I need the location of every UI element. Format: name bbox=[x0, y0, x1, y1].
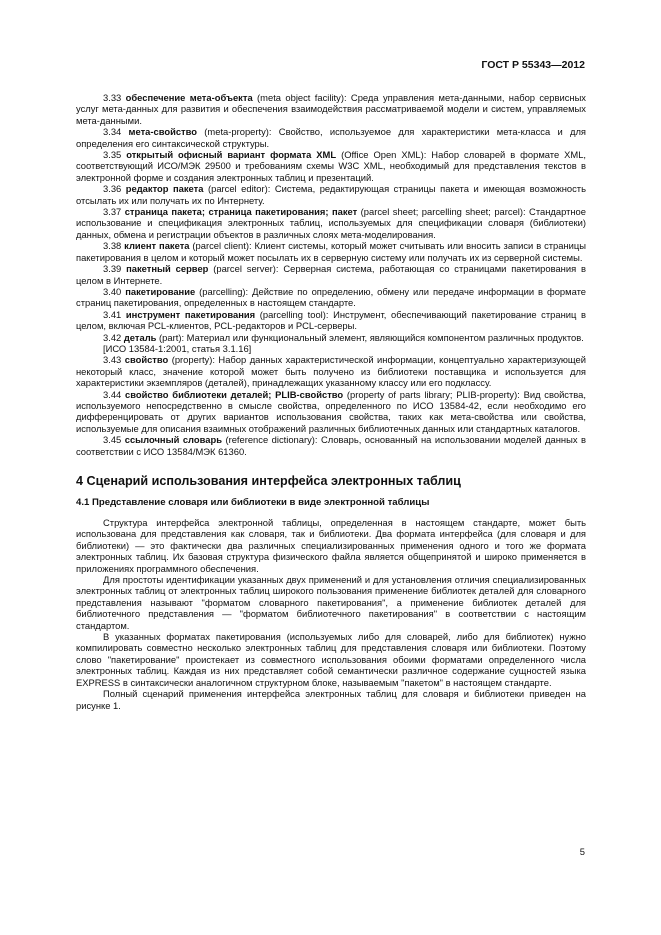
definition-entry bbox=[76, 240, 586, 263]
entry-number: 3.38 bbox=[103, 240, 122, 252]
entry-number: 3.45 bbox=[103, 434, 122, 446]
definition-entry bbox=[76, 206, 586, 240]
entry-definition: (parcel client): Клиент системы, который может считывать или вносить записи в страницы пакетирования в целом и который может посылать их в серверную систему или получать их из серверной системы. bbox=[76, 240, 587, 263]
definition-entry bbox=[76, 389, 586, 435]
entry-term: пакетирование bbox=[125, 285, 196, 297]
entry-number: 3.37 bbox=[103, 206, 122, 218]
page-content bbox=[76, 92, 586, 711]
entry-definition: (meta object facility): Среда управления мета-данными, набор сервисных услуг мета-данных для развития и обеспечения взаимодействия рассматриваемой модели и систем, управляемых мета-данными. bbox=[76, 92, 586, 126]
entry-definition: (parcel sheet; parcelling sheet; parcel): Стандартное использование и спецификация электронных таблиц, используемых для спецификации словаря (библиотеки) данных, обмена и регистрации объектов в различных слоях мета-моделирования. bbox=[76, 206, 586, 240]
body-paragraph: В указанных форматах пакетирования (используемых либо для словарей, либо для библиотек) нужно компилировать совместно несколько электронных таблиц для представления словаря или библиотеки. Поэтому слово "пакетирование" проистекает из совместного использования обоими форматами определенного числа электронных таблиц. Каждая из них представляет собой семантически различное содержание сущностей языка EXPRESS в синтаксически аналогичном структурном блоке, называемым "пакетом" в настоящем стандарте. bbox=[76, 631, 586, 688]
subsection-4-1-heading: 4.1 Представление словаря или библиотеки в виде электронной таблицы bbox=[76, 497, 430, 508]
entry-definition: (Office Open XML): Набор словарей в формате XML, соответствующий ИСО/МЭК 29500 и требованиям схемы W3C XML, необходимый для представления текстов в электронной форме и создания электронных таблиц и презентаций. bbox=[76, 149, 587, 183]
entry-term: обеспечение мета-объекта bbox=[125, 92, 253, 103]
entry-number: 3.36 bbox=[103, 183, 122, 195]
entry-term: открытый офисный вариант формата XML bbox=[126, 149, 337, 161]
entry-term: клиент пакета bbox=[124, 240, 190, 252]
definition-entry bbox=[76, 354, 586, 388]
definition-entry bbox=[76, 149, 586, 183]
definition-entry bbox=[76, 434, 586, 457]
entry-term: свойство bbox=[124, 354, 169, 366]
entry-definition: (reference dictionary): Словарь, основанный на использовании моделей данных в соответствии с ИСО 13584/МЭК 61360. bbox=[76, 434, 586, 457]
entry-number: 3.42 bbox=[103, 331, 122, 343]
entry-term: деталь bbox=[123, 331, 157, 343]
entry-definition: (property): Набор данных характеристической информации, концептуально характеризующей некоторый класс, значение которой может быть получено из библиотеки поставщика и используется для характеристики экземпляров (деталей), принадлежащих указанному классу или его подклассу. bbox=[76, 354, 586, 389]
page-number: 5 bbox=[579, 846, 585, 857]
entry-term: страница пакета; страница пакетирования; пакет bbox=[124, 206, 358, 218]
entry-number: 3.40 bbox=[103, 285, 122, 297]
definition-entry bbox=[76, 183, 586, 206]
entry-definition: (property of parts library; PLIB-property): Вид свойства, используемого непосредственно в смысле свойства, определенного по ИСО 13584-42, если необходимо его дифференцировать от других вариантов использования свойства, таких как мета-свойства или свойства, используемые для описания взаимных отображений различных библиотечных данных или стандартных каталогов. bbox=[76, 388, 586, 434]
entry-number: 3.44 bbox=[103, 388, 122, 400]
entry-definition: (parcel server): Серверная система, работающая со страницами пакетирования в целом в Интернете. bbox=[76, 263, 587, 286]
definition-entry bbox=[76, 126, 586, 149]
body-paragraph: Для простоты идентификации указанных двух применений и для установления отличия специализированных электронных таблиц от электронных таблиц широкого пользования применение библиотек деталей для словарного представления называют "форматом словарного пакетирования", а применение библиотек деталей для библиотечного представления — "форматом библиотечного пакетирования" в соответствии с настоящим стандартом. bbox=[76, 574, 586, 631]
body-paragraph: Структура интерфейса электронной таблицы, определенная в настоящем стандарте, может быть использована для представления как словаря, так и библиотеки. Два формата интерфейса (для словаря и для библиотеки) — это фактически два различных специализированных применения одного и того же формата электронных таблиц. Их базовая структура физического файла является общепринятой и широко применяется в приложениях программного обеспечения. bbox=[76, 517, 586, 574]
definition-entry bbox=[76, 309, 586, 332]
document-id-header: ГОСТ Р 55343—2012 bbox=[481, 59, 585, 71]
definition-entry bbox=[76, 332, 586, 343]
definitions-list-2 bbox=[76, 354, 586, 457]
entry-term: инструмент пакетирования bbox=[125, 308, 256, 320]
entry-number: 3.35 bbox=[103, 149, 122, 161]
entry-number: 3.39 bbox=[103, 263, 122, 275]
entry-definition: (parcel editor): Система, редактирующая страницы пакета и имеющая возможность отсылать их или получать их по Интернету. bbox=[76, 183, 586, 206]
definition-entry bbox=[76, 263, 586, 286]
definitions-list bbox=[76, 92, 586, 343]
section-4-heading: 4 Сценарий использования интерфейса электронных таблиц bbox=[76, 474, 461, 488]
entry-term: пакетный сервер bbox=[126, 263, 209, 275]
entry-number: 3.33 bbox=[103, 92, 122, 103]
entry-definition: (meta-property): Свойство, используемое для характеристики мета-класса и для определения его синтаксической структуры. bbox=[76, 126, 586, 149]
entry-definition: (parcelling tool): Инструмент, обеспечивающий пакетирование страниц в целом, включая PCL-клиентов, PCL-редакторов и PCL-серверы. bbox=[76, 308, 586, 332]
entry-number: 3.34 bbox=[103, 126, 122, 138]
body-paragraph: Полный сценарий применения интерфейса электронных таблиц для словаря и библиотеки приведен на рисунке 1. bbox=[76, 688, 586, 711]
entry-term: мета-свойство bbox=[128, 126, 198, 138]
reference-citation: [ИСО 13584-1:2001, статья 3.1.16] bbox=[103, 342, 252, 354]
entry-number: 3.41 bbox=[103, 308, 122, 320]
entry-term: свойство библиотеки деталей; PLIB-свойство bbox=[125, 388, 344, 400]
entry-number: 3.43 bbox=[103, 354, 122, 366]
entry-definition: (parcelling): Действие по определению, обмену или передаче информации в формате страниц пакетирования, определенных в настоящем стандарте. bbox=[76, 285, 586, 309]
definition-entry bbox=[76, 286, 586, 309]
entry-term: ссылочный словарь bbox=[124, 434, 222, 446]
entry-term: редактор пакета bbox=[125, 183, 204, 195]
definition-entry bbox=[76, 92, 586, 126]
entry-definition: (part): Материал или функциональный элемент, являющийся компонентом различных продуктов. bbox=[156, 331, 584, 343]
section-4-body bbox=[76, 517, 586, 711]
